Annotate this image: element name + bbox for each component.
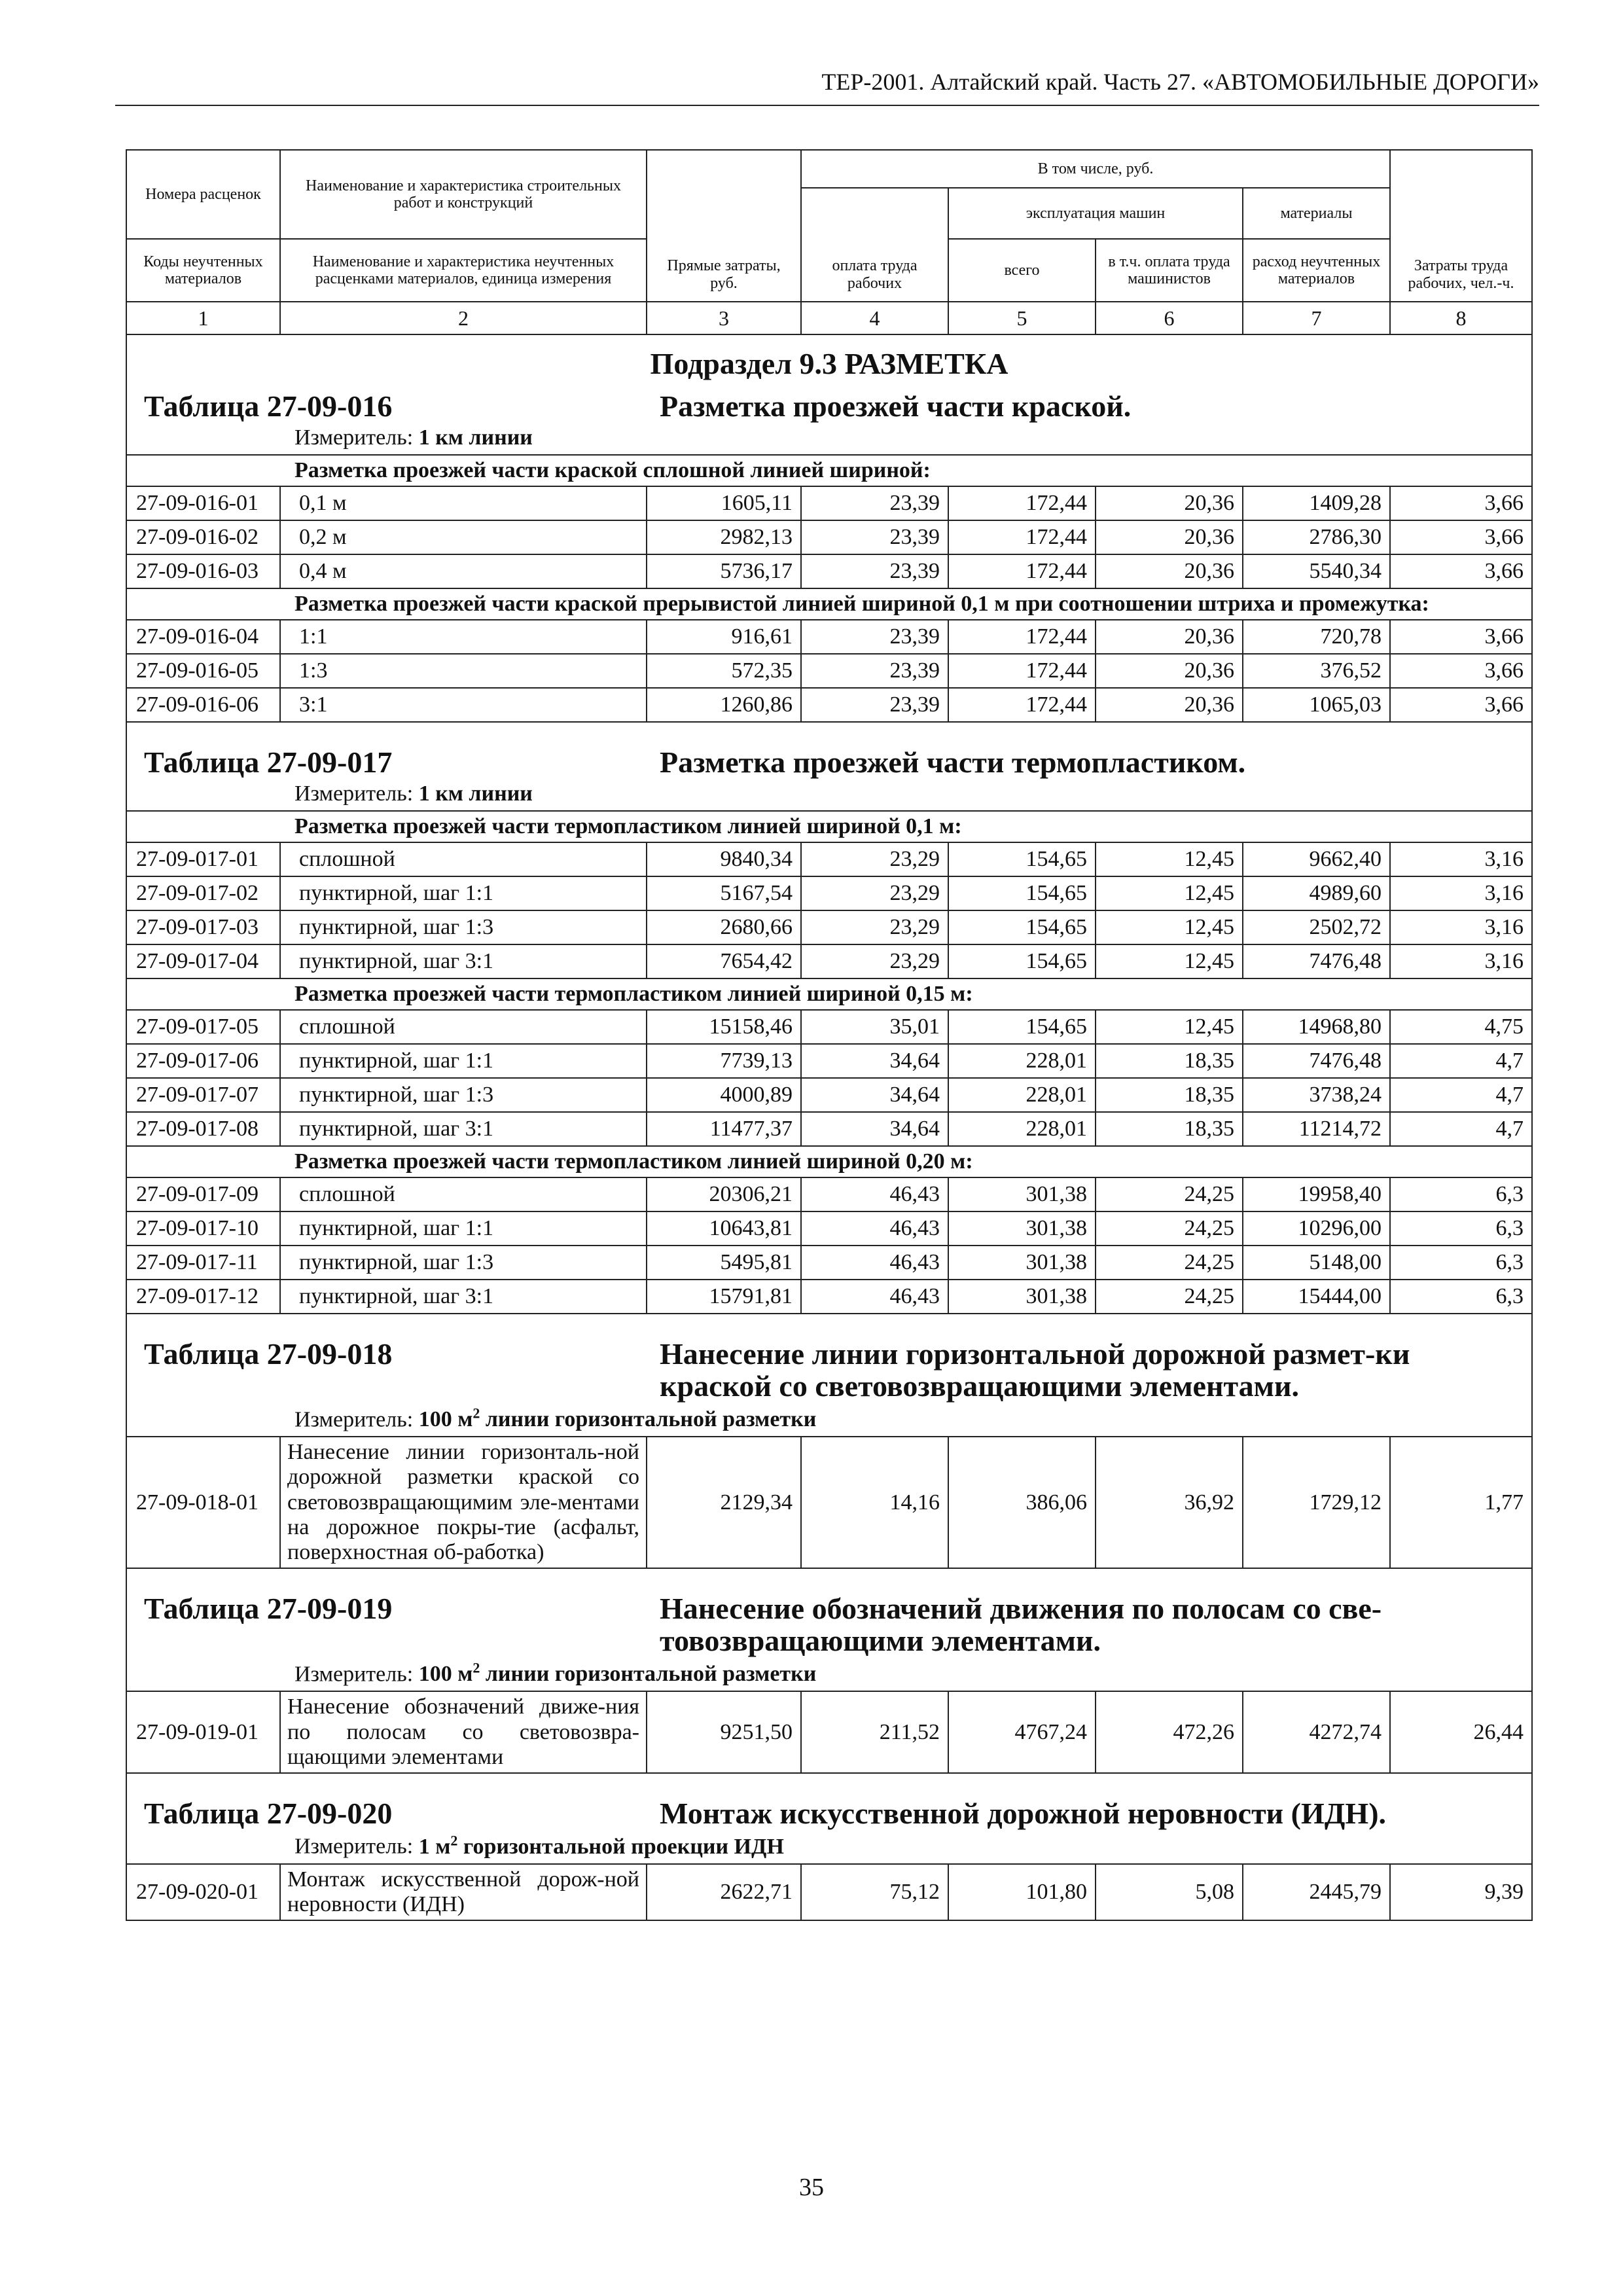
table-row: [126, 1078, 1532, 1112]
labor-hours: 6,3: [1390, 1280, 1532, 1314]
rate-code: 27-09-017-05: [126, 1010, 280, 1044]
machinists-pay: 24,25: [1096, 1177, 1243, 1211]
labor-pay: 211,52: [801, 1691, 948, 1772]
machinists-pay: 5,08: [1096, 1864, 1243, 1920]
table-row: [126, 520, 1532, 554]
work-name: сплошной: [280, 1010, 647, 1044]
labor-hours: 1,77: [1390, 1437, 1532, 1568]
machinists-pay: 20,36: [1096, 520, 1243, 554]
materials-cost: 7476,48: [1243, 944, 1390, 978]
machines-total: 172,44: [948, 688, 1096, 722]
subsection-title: Подраздел 9.3 РАЗМЕТКА: [126, 334, 1532, 384]
materials-cost: 14968,80: [1243, 1010, 1390, 1044]
table-number: Таблица 27-09-018: [144, 1336, 393, 1371]
meter-prefix: Измеритель:: [294, 1407, 414, 1432]
machines-total: 228,01: [948, 1044, 1096, 1078]
table-number: Таблица 27-09-020: [144, 1796, 393, 1830]
table-row: [126, 1177, 1532, 1211]
materials-cost: 2445,79: [1243, 1864, 1390, 1920]
rate-code: 27-09-017-03: [126, 910, 280, 944]
labor-hours: 3,16: [1390, 876, 1532, 910]
table-name: Разметка проезжей части краской.: [660, 389, 1132, 423]
machinists-pay: 24,25: [1096, 1280, 1243, 1314]
labor-pay: 75,12: [801, 1864, 948, 1920]
labor-pay: 23,39: [801, 620, 948, 654]
direct-costs: 572,35: [647, 654, 801, 688]
table-title-cell: [126, 1791, 1532, 1864]
table-title-cell: [126, 740, 1532, 811]
materials-cost: 1729,12: [1243, 1437, 1390, 1568]
header-machines: эксплуатация машин: [948, 188, 1243, 239]
header-col2-bottom: Наименование и характеристика неучтенных расценками материалов, единица измерения: [280, 239, 647, 302]
labor-pay: 23,29: [801, 910, 948, 944]
meter-unit: 100 м: [418, 1662, 473, 1687]
column-number: 5: [948, 302, 1096, 334]
meter-prefix: Измеритель:: [294, 1662, 414, 1687]
spacer-cell: [126, 1773, 1532, 1791]
table-row: [126, 1010, 1532, 1044]
work-name: пунктирной, шаг 1:3: [280, 1078, 647, 1112]
labor-pay: 23,39: [801, 520, 948, 554]
machines-total: 301,38: [948, 1246, 1096, 1280]
labor-hours: 4,7: [1390, 1044, 1532, 1078]
table-meter: [127, 1829, 1531, 1863]
header-col6: в т.ч. оплата труда машинистов: [1096, 239, 1243, 302]
direct-costs: 1605,11: [647, 486, 801, 520]
direct-costs: 9251,50: [647, 1691, 801, 1772]
materials-cost: 4272,74: [1243, 1691, 1390, 1772]
machinists-pay: 18,35: [1096, 1078, 1243, 1112]
rate-code: 27-09-016-04: [126, 620, 280, 654]
labor-pay: 35,01: [801, 1010, 948, 1044]
spacer-cell: [126, 1314, 1532, 1331]
direct-costs: 15158,46: [647, 1010, 801, 1044]
machinists-pay: 12,45: [1096, 910, 1243, 944]
direct-costs: 4000,89: [647, 1078, 801, 1112]
table-name: Нанесение обозначений движения по полосам со све-товозвращающими элементами.: [660, 1591, 1382, 1658]
machines-total: 154,65: [948, 876, 1096, 910]
materials-cost: 7476,48: [1243, 1044, 1390, 1078]
machines-total: 154,65: [948, 944, 1096, 978]
direct-costs: 2680,66: [647, 910, 801, 944]
group-header-row: [126, 1146, 1532, 1177]
spacer-cell: [126, 722, 1532, 740]
direct-costs: 916,61: [647, 620, 801, 654]
rate-code: 27-09-018-01: [126, 1437, 280, 1568]
table-spacer: [126, 722, 1532, 740]
table-row: [126, 486, 1532, 520]
meter-unit: 100 м: [418, 1407, 473, 1432]
work-name: пунктирной, шаг 1:1: [280, 1211, 647, 1246]
group-header: Разметка проезжей части термопластиком линией шириной 0,20 м:: [126, 1146, 1532, 1177]
labor-pay: 23,29: [801, 876, 948, 910]
machines-total: 4767,24: [948, 1691, 1096, 1772]
table-name: Разметка проезжей части термопластиком.: [660, 745, 1246, 779]
table-row: [126, 554, 1532, 588]
group-header: Разметка проезжей части термопластиком линией шириной 0,1 м:: [126, 811, 1532, 842]
machinists-pay: 36,92: [1096, 1437, 1243, 1568]
materials-cost: 1409,28: [1243, 486, 1390, 520]
materials-cost: 3738,24: [1243, 1078, 1390, 1112]
work-name: 3:1: [280, 688, 647, 722]
group-header: Разметка проезжей части термопластиком линией шириной 0,15 м:: [126, 978, 1532, 1010]
labor-hours: 6,3: [1390, 1177, 1532, 1211]
work-name: пунктирной, шаг 3:1: [280, 1280, 647, 1314]
header-col1-top: Номера расценок: [126, 150, 280, 239]
column-number: 3: [647, 302, 801, 334]
meter-value: [419, 1662, 817, 1686]
header-col7: расход неучтенных материалов: [1243, 239, 1390, 302]
meter-superscript: 2: [450, 1832, 458, 1849]
header-col3: Прямые затраты, руб.: [647, 150, 801, 302]
meter-rest: линии горизонтальной разметки: [480, 1662, 817, 1687]
table-title-row: [126, 384, 1532, 455]
work-name: пунктирной, шаг 1:3: [280, 1246, 647, 1280]
direct-costs: 5736,17: [647, 554, 801, 588]
labor-pay: 34,64: [801, 1112, 948, 1146]
machines-total: 154,65: [948, 842, 1096, 876]
labor-hours: 26,44: [1390, 1691, 1532, 1772]
meter-value: [418, 1832, 784, 1859]
labor-hours: 3,66: [1390, 654, 1532, 688]
materials-cost: 4989,60: [1243, 876, 1390, 910]
materials-cost: 720,78: [1243, 620, 1390, 654]
direct-costs: 2622,71: [647, 1864, 801, 1920]
labor-pay: 23,29: [801, 944, 948, 978]
header-col1-bottom: Коды неучтенных материалов: [126, 239, 280, 302]
table-row: [126, 1112, 1532, 1146]
header-col4: оплата труда рабочих: [801, 188, 948, 302]
table-row: [126, 620, 1532, 654]
header-col5: всего: [948, 239, 1096, 302]
work-name: сплошной: [280, 842, 647, 876]
labor-hours: 6,3: [1390, 1211, 1532, 1246]
materials-cost: 1065,03: [1243, 688, 1390, 722]
machinists-pay: 12,45: [1096, 944, 1243, 978]
labor-pay: 46,43: [801, 1211, 948, 1246]
meter-rest: горизонтальной проекции ИДН: [457, 1834, 784, 1859]
group-header-row: [126, 588, 1532, 620]
table-title-cell: [126, 384, 1532, 455]
table-meter: [127, 1403, 1531, 1436]
rate-code: 27-09-017-06: [126, 1044, 280, 1078]
meter-value: [419, 1407, 817, 1431]
work-name: пунктирной, шаг 3:1: [280, 1112, 647, 1146]
labor-hours: 4,75: [1390, 1010, 1532, 1044]
direct-costs: 15791,81: [647, 1280, 801, 1314]
machinists-pay: 12,45: [1096, 876, 1243, 910]
materials-cost: 9662,40: [1243, 842, 1390, 876]
group-header: Разметка проезжей части краской прерывистой линией шириной 0,1 м при соотношении штриха и промежутка:: [126, 588, 1532, 620]
rate-code: 27-09-019-01: [126, 1691, 280, 1772]
column-number: 7: [1243, 302, 1390, 334]
labor-hours: 3,16: [1390, 842, 1532, 876]
labor-hours: 3,16: [1390, 944, 1532, 978]
work-name: 1:3: [280, 654, 647, 688]
table-row: [126, 1691, 1532, 1772]
column-number: 2: [280, 302, 647, 334]
materials-cost: 10296,00: [1243, 1211, 1390, 1246]
machines-total: 172,44: [948, 520, 1096, 554]
column-number: 1: [126, 302, 280, 334]
table-row: [126, 1246, 1532, 1280]
rate-code: 27-09-017-11: [126, 1246, 280, 1280]
rate-code: 27-09-017-01: [126, 842, 280, 876]
table-row: [126, 654, 1532, 688]
header-col8: Затраты труда рабочих, чел.-ч.: [1390, 150, 1532, 302]
table-heading: [127, 384, 1531, 423]
machinists-pay: 12,45: [1096, 842, 1243, 876]
direct-costs: 9840,34: [647, 842, 801, 876]
table-row: [126, 1211, 1532, 1246]
machines-total: 228,01: [948, 1078, 1096, 1112]
direct-costs: 5167,54: [647, 876, 801, 910]
materials-cost: 11214,72: [1243, 1112, 1390, 1146]
labor-hours: 3,66: [1390, 520, 1532, 554]
work-name: 0,4 м: [280, 554, 647, 588]
machines-total: 301,38: [948, 1177, 1096, 1211]
materials-cost: 2502,72: [1243, 910, 1390, 944]
machines-total: 301,38: [948, 1280, 1096, 1314]
machines-total: 154,65: [948, 1010, 1096, 1044]
rate-code: 27-09-020-01: [126, 1864, 280, 1920]
table-title-row: [126, 740, 1532, 811]
table-meter: [127, 423, 1531, 454]
rate-code: 27-09-017-10: [126, 1211, 280, 1246]
labor-pay: 23,39: [801, 654, 948, 688]
header-col2-top: Наименование и характеристика строительных работ и конструкций: [280, 150, 647, 239]
table-heading: [127, 1586, 1531, 1657]
labor-hours: 3,16: [1390, 910, 1532, 944]
rate-code: 27-09-017-08: [126, 1112, 280, 1146]
rate-code: 27-09-017-02: [126, 876, 280, 910]
rate-code: 27-09-016-06: [126, 688, 280, 722]
meter-prefix: Измеритель:: [294, 781, 414, 806]
work-name: пунктирной, шаг 1:3: [280, 910, 647, 944]
work-name: 0,1 м: [280, 486, 647, 520]
machines-total: 172,44: [948, 654, 1096, 688]
machines-total: 172,44: [948, 554, 1096, 588]
direct-costs: 2982,13: [647, 520, 801, 554]
labor-pay: 46,43: [801, 1280, 948, 1314]
group-header-row: [126, 811, 1532, 842]
work-name: пунктирной, шаг 3:1: [280, 944, 647, 978]
machinists-pay: 20,36: [1096, 554, 1243, 588]
direct-costs: 7739,13: [647, 1044, 801, 1078]
column-number: 8: [1390, 302, 1532, 334]
machines-total: 301,38: [948, 1211, 1096, 1246]
table-number: Таблица 27-09-019: [144, 1591, 393, 1625]
direct-costs: 1260,86: [647, 688, 801, 722]
machines-total: 386,06: [948, 1437, 1096, 1568]
table-name: Нанесение линии горизонтальной дорожной размет-ки краской со световозвращающими элементами.: [660, 1336, 1410, 1403]
work-name: Нанесение линии горизонталь-ной дорожной разметки краской со световозвращающимим эле-ментами на дорожное покры-тие (асфальт, поверхностная об-работка): [280, 1437, 647, 1568]
machinists-pay: 12,45: [1096, 1010, 1243, 1044]
table-name: Монтаж искусственной дорожной неровности (ИДН).: [660, 1796, 1387, 1830]
meter-prefix: Измеритель:: [294, 425, 414, 450]
table-heading: [127, 1791, 1531, 1830]
page-number: 35: [799, 2174, 824, 2201]
direct-costs: 20306,21: [647, 1177, 801, 1211]
materials-cost: 5148,00: [1243, 1246, 1390, 1280]
labor-hours: 3,66: [1390, 620, 1532, 654]
table-meter: [127, 779, 1531, 810]
machinists-pay: 18,35: [1096, 1112, 1243, 1146]
labor-hours: 3,66: [1390, 486, 1532, 520]
machinists-pay: 18,35: [1096, 1044, 1243, 1078]
labor-hours: 3,66: [1390, 688, 1532, 722]
labor-pay: 23,29: [801, 842, 948, 876]
machines-total: 154,65: [948, 910, 1096, 944]
machines-total: 172,44: [948, 620, 1096, 654]
machinists-pay: 20,36: [1096, 486, 1243, 520]
machinists-pay: 20,36: [1096, 620, 1243, 654]
group-header-row: [126, 978, 1532, 1010]
rate-code: 27-09-017-07: [126, 1078, 280, 1112]
table-title-row: [126, 1791, 1532, 1864]
table-row: [126, 876, 1532, 910]
work-name: сплошной: [280, 1177, 647, 1211]
table-row: [126, 944, 1532, 978]
meter-value: 1 км линии: [418, 425, 533, 450]
meter-rest: линии горизонтальной разметки: [480, 1407, 817, 1432]
work-name: пунктирной, шаг 1:1: [280, 1044, 647, 1078]
machinists-pay: 20,36: [1096, 688, 1243, 722]
table-heading: [127, 740, 1531, 779]
machinists-pay: 24,25: [1096, 1211, 1243, 1246]
table-number: Таблица 27-09-017: [144, 745, 393, 779]
header-row-1: [126, 150, 1532, 188]
direct-costs: 11477,37: [647, 1112, 801, 1146]
rate-code: 27-09-016-03: [126, 554, 280, 588]
materials-cost: 5540,34: [1243, 554, 1390, 588]
table-number: Таблица 27-09-016: [144, 389, 393, 423]
labor-pay: 34,64: [801, 1044, 948, 1078]
group-header-row: [126, 455, 1532, 486]
materials-cost: 2786,30: [1243, 520, 1390, 554]
column-number: 6: [1096, 302, 1243, 334]
machinists-pay: 472,26: [1096, 1691, 1243, 1772]
machines-total: 101,80: [948, 1864, 1096, 1920]
table-spacer: [126, 1568, 1532, 1586]
direct-costs: 10643,81: [647, 1211, 801, 1246]
labor-pay: 23,39: [801, 554, 948, 588]
table-row: [126, 688, 1532, 722]
machines-total: 172,44: [948, 486, 1096, 520]
direct-costs: 7654,42: [647, 944, 801, 978]
rate-code: 27-09-017-04: [126, 944, 280, 978]
labor-pay: 34,64: [801, 1078, 948, 1112]
labor-hours: 4,7: [1390, 1078, 1532, 1112]
column-number: 4: [801, 302, 948, 334]
rate-code: 27-09-017-09: [126, 1177, 280, 1211]
rate-code: 27-09-016-01: [126, 486, 280, 520]
labor-pay: 46,43: [801, 1246, 948, 1280]
meter-unit: 1 м: [418, 1834, 451, 1859]
labor-pay: 23,39: [801, 486, 948, 520]
direct-costs: 5495,81: [647, 1246, 801, 1280]
table-row: [126, 1280, 1532, 1314]
labor-hours: 4,7: [1390, 1112, 1532, 1146]
group-header: Разметка проезжей части краской сплошной линией шириной:: [126, 455, 1532, 486]
table-title-cell: [126, 1586, 1532, 1692]
table-title-row: [126, 1331, 1532, 1437]
meter-superscript: 2: [473, 1405, 480, 1422]
table-meter: [127, 1657, 1531, 1691]
column-numbers-row: [126, 302, 1532, 334]
meter-prefix: Измеритель:: [294, 1834, 414, 1859]
meter-superscript: 2: [473, 1660, 480, 1677]
materials-cost: 15444,00: [1243, 1280, 1390, 1314]
header-materials: материалы: [1243, 188, 1390, 239]
work-name: 0,2 м: [280, 520, 647, 554]
table-row: [126, 1044, 1532, 1078]
header-incl: В том числе, руб.: [801, 150, 1390, 188]
machinists-pay: 20,36: [1096, 654, 1243, 688]
materials-cost: 19958,40: [1243, 1177, 1390, 1211]
table-heading: [127, 1331, 1531, 1403]
rate-code: 27-09-017-12: [126, 1280, 280, 1314]
work-name: Нанесение обозначений движе-ния по полосам со световозвра-щающими элементами: [280, 1691, 647, 1772]
work-name: пунктирной, шаг 1:1: [280, 876, 647, 910]
table-row: [126, 910, 1532, 944]
machines-total: 228,01: [948, 1112, 1096, 1146]
meter-value: 1 км линии: [418, 781, 533, 806]
rate-code: 27-09-016-05: [126, 654, 280, 688]
table-row: [126, 1864, 1532, 1920]
labor-pay: 14,16: [801, 1437, 948, 1568]
direct-costs: 2129,34: [647, 1437, 801, 1568]
labor-hours: 9,39: [1390, 1864, 1532, 1920]
work-name: 1:1: [280, 620, 647, 654]
materials-cost: 376,52: [1243, 654, 1390, 688]
table-row: [126, 1437, 1532, 1568]
rates-table: [126, 149, 1533, 1921]
rate-code: 27-09-016-02: [126, 520, 280, 554]
table-row: [126, 842, 1532, 876]
labor-hours: 6,3: [1390, 1246, 1532, 1280]
subsection-row: [126, 334, 1532, 384]
table-spacer: [126, 1314, 1532, 1331]
running-header: ТЕР-2001. Алтайский край. Часть 27. «АВТОМОБИЛЬНЫЕ ДОРОГИ»: [115, 68, 1539, 106]
labor-hours: 3,66: [1390, 554, 1532, 588]
work-name: Монтаж искусственной дорож-ной неровности (ИДН): [280, 1864, 647, 1920]
labor-pay: 46,43: [801, 1177, 948, 1211]
labor-pay: 23,39: [801, 688, 948, 722]
table-title-cell: [126, 1331, 1532, 1437]
spacer-cell: [126, 1568, 1532, 1586]
machinists-pay: 24,25: [1096, 1246, 1243, 1280]
table-spacer: [126, 1773, 1532, 1791]
table-title-row: [126, 1586, 1532, 1692]
